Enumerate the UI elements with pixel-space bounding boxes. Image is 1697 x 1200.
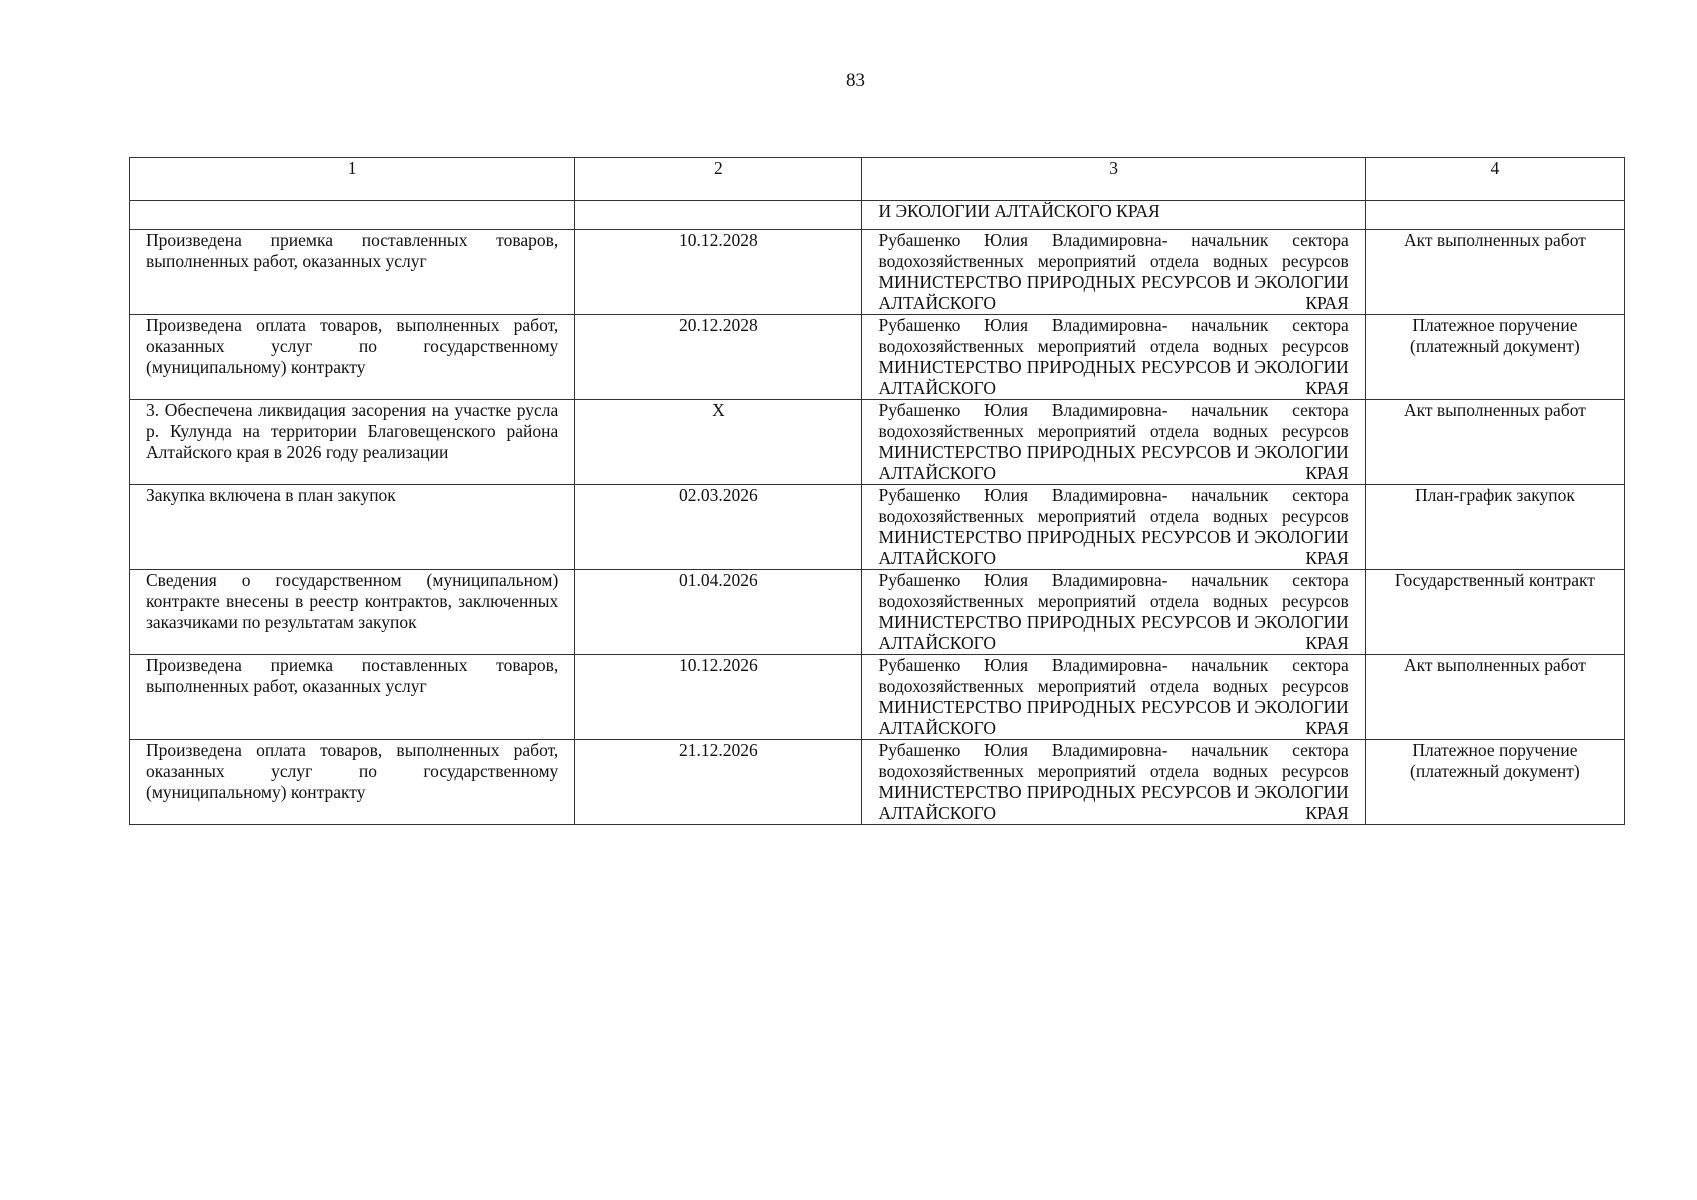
control-points-table <box>129 157 1625 825</box>
responsible-cell: Рубашенко Юлия Владимировна- начальник сектора водохозяйственных мероприятий отдела водных ресурсов МИНИСТЕРСТВО ПРИРОДНЫХ РЕСУРСОВ И ЭКОЛОГИИ АЛТАЙСКОГО КРАЯ <box>862 655 1365 740</box>
document-cell: Акт выполненных работ <box>1365 400 1624 485</box>
responsible-cell: Рубашенко Юлия Владимировна- начальник сектора водохозяйственных мероприятий отдела водных ресурсов МИНИСТЕРСТВО ПРИРОДНЫХ РЕСУРСОВ И ЭКОЛОГИИ АЛТАЙСКОГО КРАЯ <box>862 315 1365 400</box>
date-cell: 01.04.2026 <box>575 570 862 655</box>
document-cell: Платежное поручение (платежный документ) <box>1365 740 1624 825</box>
event-cell: Произведена оплата товаров, выполненных работ, оказанных услуг по государственному (муниципальному) контракту <box>130 740 575 825</box>
header-col-4: 4 <box>1365 158 1624 201</box>
continuation-cell-3: И ЭКОЛОГИИ АЛТАЙСКОГО КРАЯ <box>862 201 1365 230</box>
date-cell: 10.12.2026 <box>575 655 862 740</box>
header-col-1: 1 <box>130 158 575 201</box>
header-col-2: 2 <box>575 158 862 201</box>
event-cell: Сведения о государственном (муниципальном) контракте внесены в реестр контрактов, заключенных заказчиками по результатам закупок <box>130 570 575 655</box>
date-cell: X <box>575 400 862 485</box>
responsible-cell: Рубашенко Юлия Владимировна- начальник сектора водохозяйственных мероприятий отдела водных ресурсов МИНИСТЕРСТВО ПРИРОДНЫХ РЕСУРСОВ И ЭКОЛОГИИ АЛТАЙСКОГО КРАЯ <box>862 740 1365 825</box>
document-cell: План-график закупок <box>1365 485 1624 570</box>
document-cell: Платежное поручение (платежный документ) <box>1365 315 1624 400</box>
table-row <box>130 570 1625 655</box>
table-row <box>130 740 1625 825</box>
date-cell: 02.03.2026 <box>575 485 862 570</box>
document-cell: Акт выполненных работ <box>1365 230 1624 315</box>
event-cell: Закупка включена в план закупок <box>130 485 575 570</box>
document-cell: Акт выполненных работ <box>1365 655 1624 740</box>
header-col-3: 3 <box>862 158 1365 201</box>
table-row <box>130 230 1625 315</box>
event-cell: 3. Обеспечена ликвидация засорения на участке русла р. Кулунда на территории Благовещенского района Алтайского края в 2026 году реализации <box>130 400 575 485</box>
responsible-cell: Рубашенко Юлия Владимировна- начальник сектора водохозяйственных мероприятий отдела водных ресурсов МИНИСТЕРСТВО ПРИРОДНЫХ РЕСУРСОВ И ЭКОЛОГИИ АЛТАЙСКОГО КРАЯ <box>862 570 1365 655</box>
table-row <box>130 655 1625 740</box>
event-cell: Произведена оплата товаров, выполненных работ, оказанных услуг по государственному (муниципальному) контракту <box>130 315 575 400</box>
table-row <box>130 485 1625 570</box>
responsible-cell: Рубашенко Юлия Владимировна- начальник сектора водохозяйственных мероприятий отдела водных ресурсов МИНИСТЕРСТВО ПРИРОДНЫХ РЕСУРСОВ И ЭКОЛОГИИ АЛТАЙСКОГО КРАЯ <box>862 485 1365 570</box>
table-row <box>130 315 1625 400</box>
document-cell: Государственный контракт <box>1365 570 1624 655</box>
date-cell: 10.12.2028 <box>575 230 862 315</box>
responsible-cell: Рубашенко Юлия Владимировна- начальник сектора водохозяйственных мероприятий отдела водных ресурсов МИНИСТЕРСТВО ПРИРОДНЫХ РЕСУРСОВ И ЭКОЛОГИИ АЛТАЙСКОГО КРАЯ <box>862 400 1365 485</box>
continuation-cell-2 <box>575 201 862 230</box>
table-row <box>130 400 1625 485</box>
event-cell: Произведена приемка поставленных товаров, выполненных работ, оказанных услуг <box>130 230 575 315</box>
table-header-row <box>130 158 1625 201</box>
continuation-cell-4 <box>1365 201 1624 230</box>
event-cell: Произведена приемка поставленных товаров, выполненных работ, оказанных услуг <box>130 655 575 740</box>
date-cell: 21.12.2026 <box>575 740 862 825</box>
responsible-cell: Рубашенко Юлия Владимировна- начальник сектора водохозяйственных мероприятий отдела водных ресурсов МИНИСТЕРСТВО ПРИРОДНЫХ РЕСУРСОВ И ЭКОЛОГИИ АЛТАЙСКОГО КРАЯ <box>862 230 1365 315</box>
date-cell: 20.12.2028 <box>575 315 862 400</box>
page-number: 83 <box>846 70 865 91</box>
continuation-cell-1 <box>130 201 575 230</box>
continuation-row <box>130 201 1625 230</box>
